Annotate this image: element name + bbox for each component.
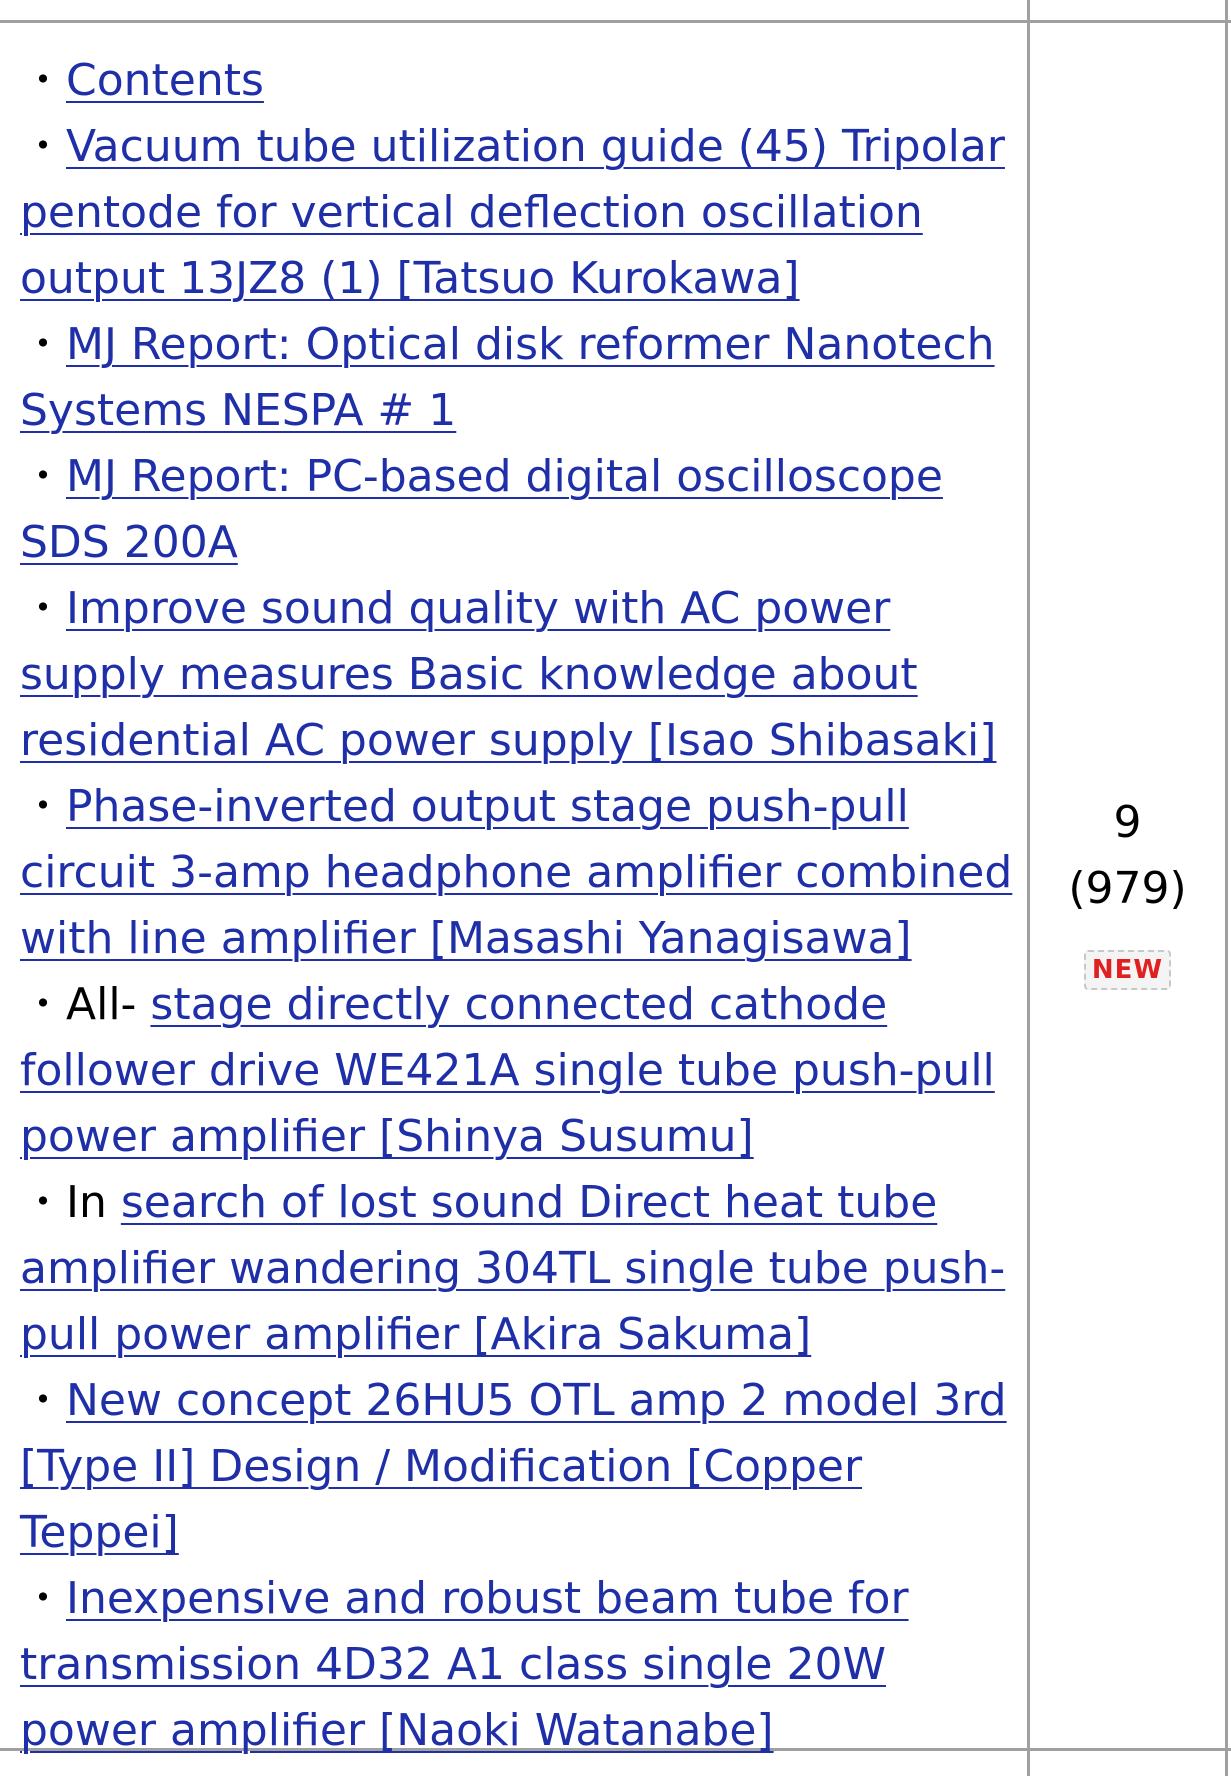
contents-entry <box>20 444 1020 576</box>
contents-entry <box>20 774 1020 972</box>
bullet-icon: ・ <box>21 121 65 172</box>
article-link[interactable]: stage directly connected cathode follower drive WE421A single tube push-pull power amplifier [Shinya Susumu] <box>20 979 995 1162</box>
entry-prefix-text: In <box>66 1177 121 1228</box>
bullet-icon: ・ <box>21 979 65 1030</box>
issue-number: 9 <box>1113 797 1142 848</box>
new-badge-icon: NEW <box>1084 950 1171 990</box>
issue-total-number: (979) <box>1068 863 1187 914</box>
contents-entry <box>20 1170 1020 1368</box>
article-link[interactable]: Phase-inverted output stage push-pull circuit 3-amp headphone amplifier combined with line amplifier [Masashi Yanagisawa] <box>20 781 1013 964</box>
article-link[interactable]: MJ Report: Optical disk reformer Nanotech Systems NESPA # 1 <box>20 319 995 436</box>
bullet-icon: ・ <box>21 319 65 370</box>
article-link[interactable]: Vacuum tube utilization guide (45) Tripolar pentode for vertical deflection oscillation output 13JZ8 (1) [Tatsuo Kurokawa] <box>20 121 1005 304</box>
contents-cell <box>20 48 1020 1764</box>
bullet-icon: ・ <box>21 583 65 634</box>
article-link[interactable]: New concept 26HU5 OTL amp 2 model 3rd [Type II] Design / Modification [Copper Teppei] <box>20 1375 1007 1558</box>
contents-entry <box>20 1566 1020 1764</box>
contents-entry <box>20 576 1020 774</box>
contents-entry <box>20 1368 1020 1566</box>
article-link[interactable]: Inexpensive and robust beam tube for transmission 4D32 A1 class single 20W power amplifier [Naoki Watanabe] <box>20 1573 909 1756</box>
bullet-icon: ・ <box>21 451 65 502</box>
article-link[interactable]: search of lost sound Direct heat tube amplifier wandering 304TL single tube push-pull power amplifier [Akira Sakuma] <box>20 1177 1006 1360</box>
bullet-icon: ・ <box>21 1573 65 1624</box>
bullet-icon: ・ <box>21 1375 65 1426</box>
table-border-right <box>1225 0 1228 1776</box>
article-link[interactable]: Improve sound quality with AC power supply measures Basic knowledge about residential AC power supply [Isao Shibasaki] <box>20 583 997 766</box>
contents-entry <box>20 972 1020 1170</box>
contents-entry <box>20 48 1020 114</box>
article-link[interactable]: MJ Report: PC-based digital oscilloscope SDS 200A <box>20 451 943 568</box>
entry-prefix-text: All- <box>66 979 151 1030</box>
bullet-icon: ・ <box>21 781 65 832</box>
contents-entry <box>20 312 1020 444</box>
article-link[interactable]: Contents <box>66 55 264 106</box>
contents-entry <box>20 114 1020 312</box>
bullet-icon: ・ <box>21 55 65 106</box>
issue-cell <box>1030 790 1225 997</box>
table-border-top <box>0 20 1231 23</box>
bullet-icon: ・ <box>21 1177 65 1228</box>
